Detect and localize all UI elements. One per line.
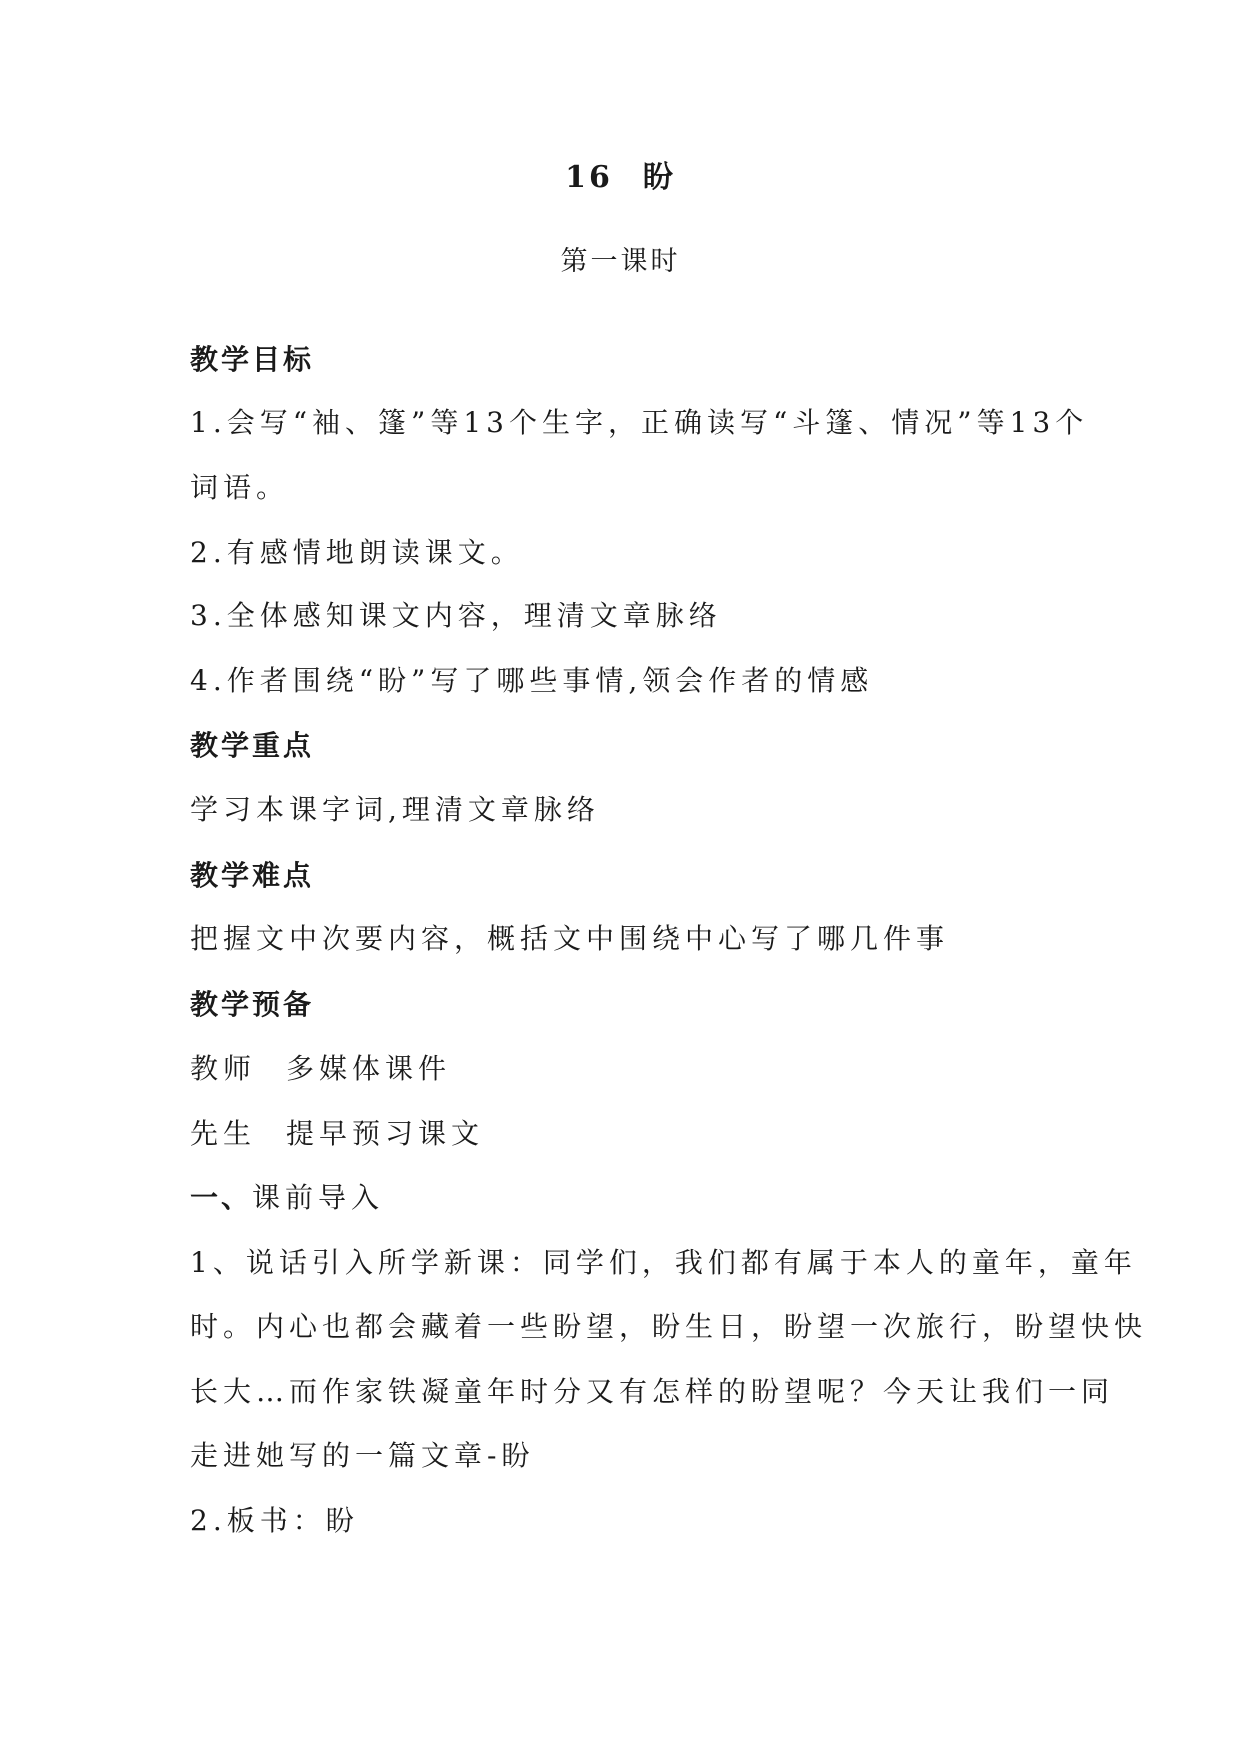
difficulties-heading: 教学难点 — [190, 859, 315, 892]
objective-item-1-cont: 词语。 — [190, 471, 290, 504]
lesson-period: 第一课时 — [560, 246, 681, 277]
intro-line-4: 走进她写的一篇文章-盼 — [190, 1439, 535, 1472]
teacher-label: 教师 — [190, 1052, 257, 1085]
objective-item-2: 2.有感情地朗读课文。 — [190, 536, 524, 569]
student-value: 提早预习课文 — [286, 1117, 485, 1150]
difficulties-text: 把握文中次要内容，概括文中围绕中心写了哪几件事 — [190, 922, 950, 955]
preparation-teacher — [190, 1051, 1060, 1087]
intro-heading — [190, 1180, 1060, 1216]
intro-line-2: 时。内心也都会藏着一些盼望，盼生日，盼望一次旅行，盼望快快 — [190, 1310, 1148, 1343]
key-points-heading: 教学重点 — [190, 729, 315, 762]
intro-line-1: 1、说话引入所学新课：同学们，我们都有属于本人的童年，童年 — [190, 1246, 1137, 1279]
intro-heading-text: 课前导入 — [252, 1181, 385, 1214]
preparation-heading: 教学预备 — [190, 988, 315, 1021]
intro-line-3: 长大…而作家铁凝童年时分又有怎样的盼望呢？今天让我们一同 — [190, 1375, 1115, 1408]
preparation-student — [190, 1116, 1060, 1152]
student-label: 先生 — [190, 1117, 257, 1150]
key-points-text: 学习本课字词,理清文章脉络 — [190, 793, 600, 826]
intro-line-5: 2.板书：盼 — [190, 1504, 359, 1537]
lesson-title: 盼 — [642, 160, 676, 195]
objective-item-3: 3.全体感知课文内容，理清文章脉络 — [190, 599, 722, 632]
teacher-value: 多媒体课件 — [286, 1052, 452, 1085]
lesson-number: 16 — [565, 160, 613, 195]
objective-item-1: 1.会写“袖、篷”等13个生字，正确读写“斗篷、情况”等13个 — [190, 406, 1089, 439]
objectives-heading: 教学目标 — [190, 343, 315, 376]
objective-item-4: 4.作者围绕“盼”写了哪些事情,领会作者的情感 — [190, 664, 874, 697]
intro-heading-number: 一、 — [190, 1181, 253, 1214]
page-title — [0, 160, 1241, 196]
